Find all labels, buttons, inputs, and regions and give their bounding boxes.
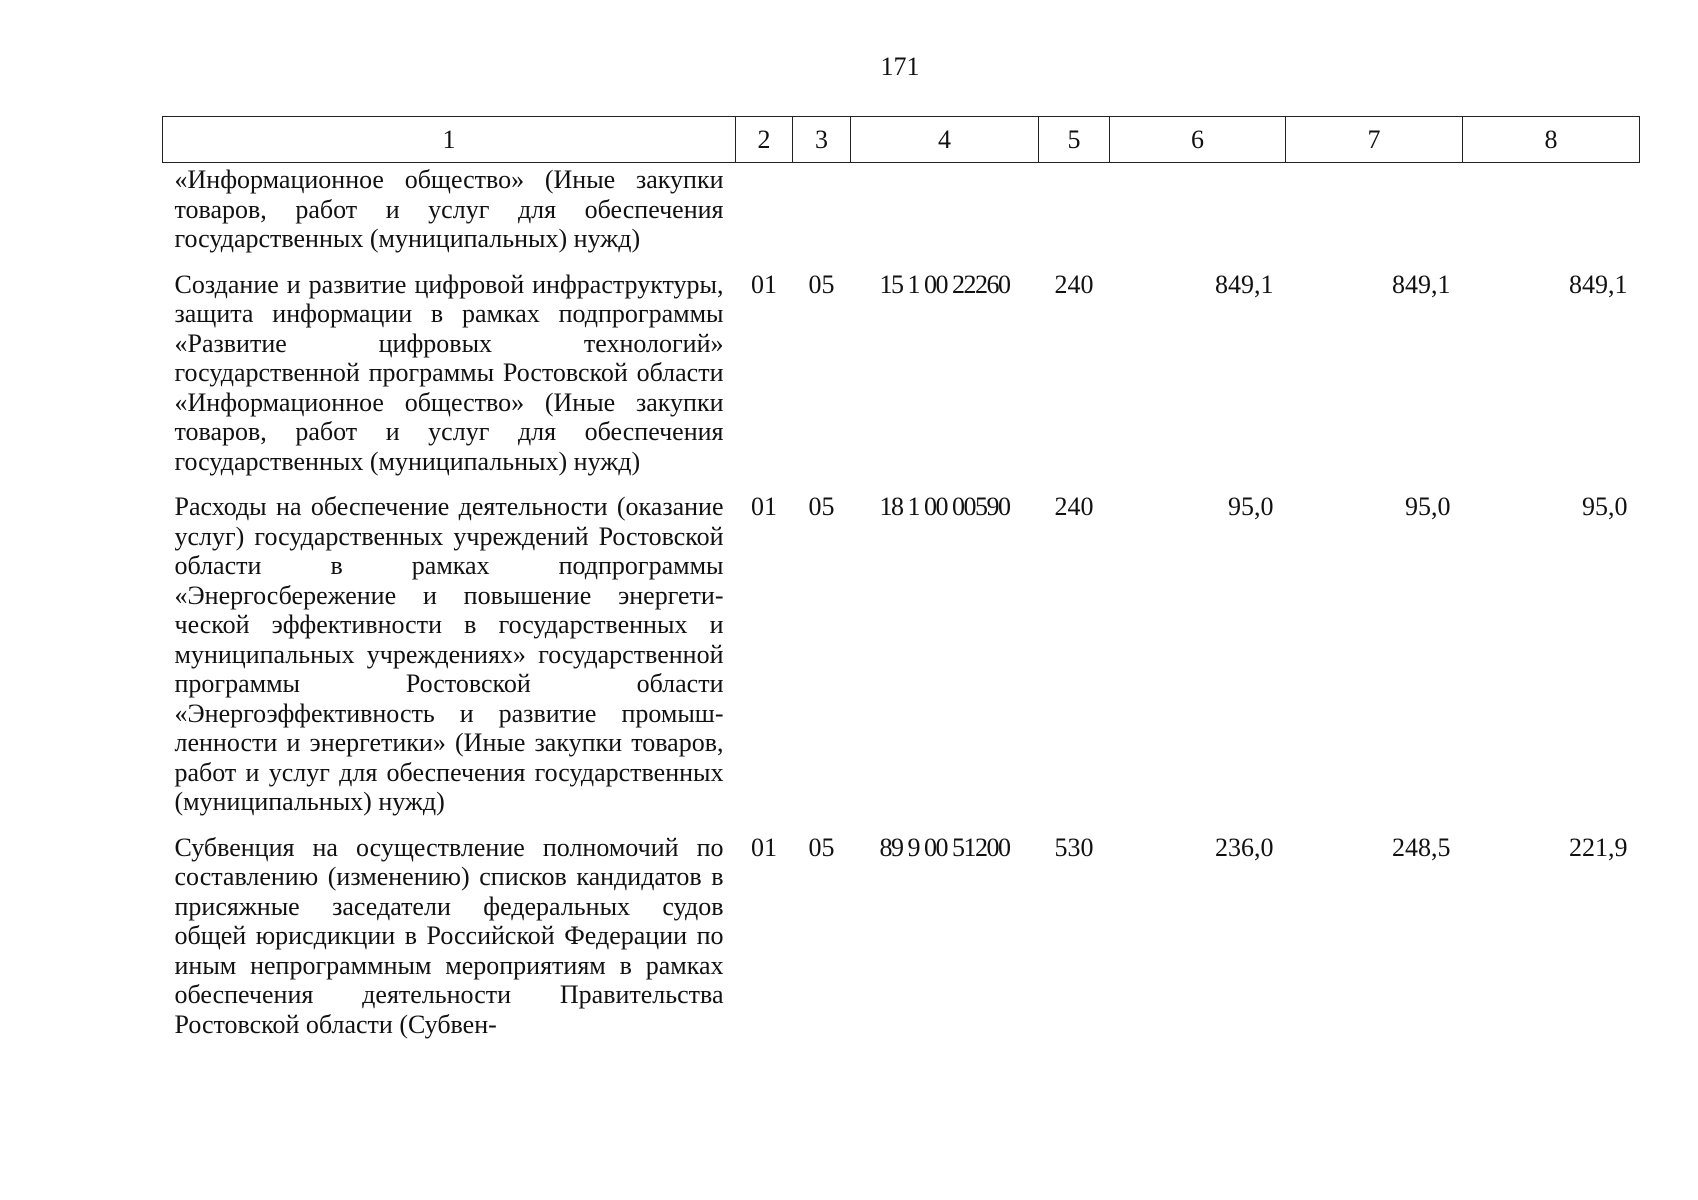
row-amount-year-1: 849,1 (1215, 269, 1274, 299)
table-header-row (163, 117, 1640, 163)
row-subsection-code: 05 (808, 269, 835, 299)
row-description: Субвенция на осуществление полномочий по составлению (изменению) списков кандидатов в присяжные заседатели федеральных судов общей юрисдикции в Российской Федерации по иным непрограммным мероприятиям в рамках обеспечения деятельности Правительства Ростовской области (Субвен- (174, 832, 724, 1039)
row-amount-year-3: 849,1 (1569, 269, 1628, 299)
row-expense-type-code: 240 (1054, 269, 1094, 299)
row-section-code: 01 (751, 492, 777, 521)
table-row (163, 163, 1640, 254)
table-row (163, 831, 1640, 1040)
row-target-article-code: 15 1 00 22260 (879, 269, 1010, 299)
row-amount-year-2: 248,5 (1392, 832, 1451, 862)
column-header-4: 4 (851, 117, 1039, 163)
row-description: «Информационное общество» (Иные закупки товаров, работ и услуг для обеспечения государственных (муниципальных) нужд) (174, 165, 724, 253)
row-amount-year-3 (1463, 163, 1640, 254)
row-amount-year-1: 95,0 (1228, 492, 1274, 521)
row-description: Создание и развитие цифровой инфраструктуры, защита информации в рамках подпрограммы «Развитие цифровых технологий» государственной программы Ростовской области «Информационное общество» (Иные закупки товаров, работ и услуг для обеспечения государственных (муниципальных) нужд) (174, 269, 724, 476)
row-amount-year-2: 849,1 (1392, 269, 1451, 299)
table-row (163, 268, 1640, 477)
column-header-6: 6 (1110, 117, 1286, 163)
row-target-article-code: 18 1 00 00590 (879, 492, 1010, 521)
table-row (163, 490, 1640, 817)
row-section-code: 01 (751, 832, 777, 862)
row-amount-year-3: 95,0 (1582, 492, 1628, 521)
row-subsection-code (793, 163, 851, 254)
row-spacer (163, 817, 1640, 831)
row-expense-type-code: 530 (1054, 832, 1094, 862)
budget-table (162, 116, 1640, 1039)
row-amount-year-3: 221,9 (1569, 832, 1628, 862)
row-spacer (163, 476, 1640, 490)
column-header-3: 3 (793, 117, 851, 163)
column-header-5: 5 (1039, 117, 1110, 163)
row-target-article-code: 89 9 00 51200 (879, 832, 1010, 862)
row-amount-year-2 (1286, 163, 1463, 254)
row-amount-year-1: 236,0 (1215, 832, 1274, 862)
row-description: Расходы на обеспечение деятельности (оказание услуг) государственных учреждений Ростовской области в рамках подпрограммы «Энергосбережение и повышение энергетической эффективности в государственных и муниципальных учреждениях» государственной программы Ростовской области «Энергоэффективность и развитие промышленности и энергетики» (Иные закупки товаров, работ и услуг для обеспечения государственных (муниципальных) нужд) (174, 492, 724, 816)
row-subsection-code: 05 (808, 492, 835, 521)
row-amount-year-2: 95,0 (1405, 492, 1451, 521)
column-header-7: 7 (1286, 117, 1463, 163)
row-amount-year-1 (1110, 163, 1286, 254)
column-header-1: 1 (163, 117, 736, 163)
column-header-8: 8 (1463, 117, 1640, 163)
row-section-code (736, 163, 793, 254)
page-number: 171 (880, 52, 920, 81)
row-expense-type-code (1039, 163, 1110, 254)
row-section-code: 01 (751, 269, 777, 299)
column-header-2: 2 (736, 117, 793, 163)
row-subsection-code: 05 (808, 832, 835, 862)
row-expense-type-code: 240 (1054, 492, 1094, 521)
row-target-article-code (851, 163, 1039, 254)
row-spacer (163, 254, 1640, 268)
